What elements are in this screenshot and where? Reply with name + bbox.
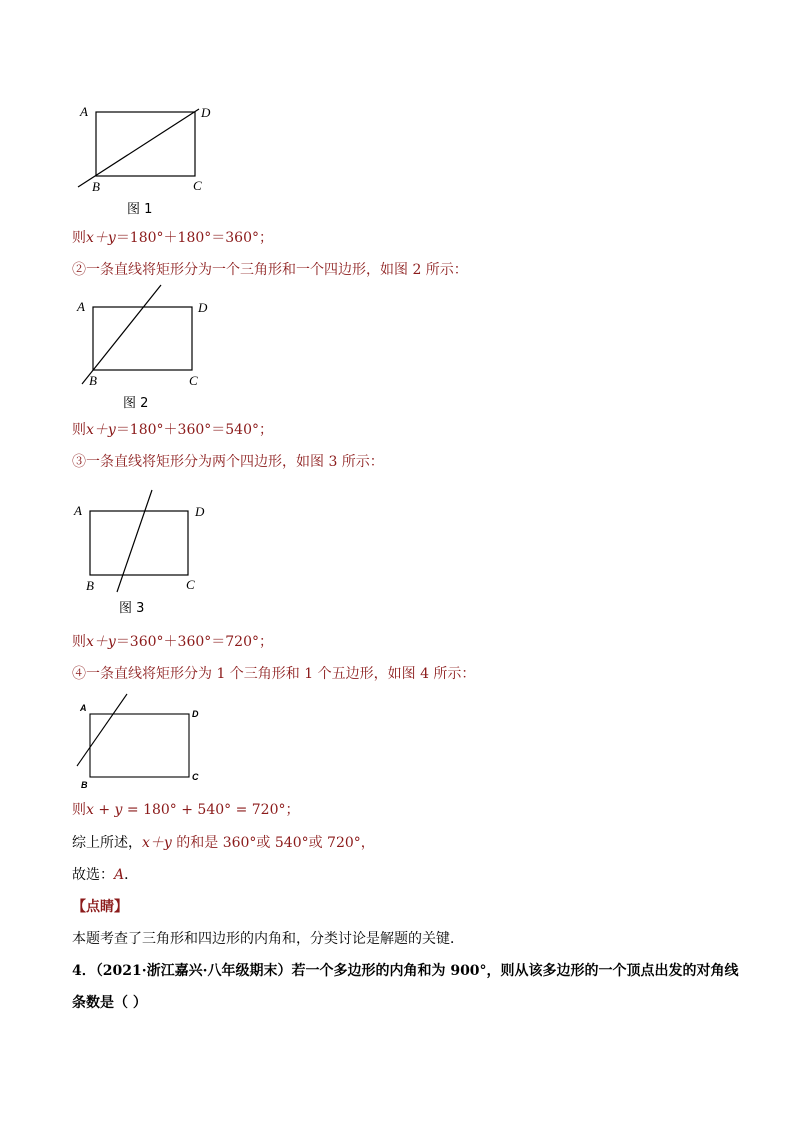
equation-case3: [72, 632, 273, 652]
fig1-label-c: C: [193, 178, 202, 193]
fig2-caption: 图 2: [123, 396, 149, 411]
figure-2-rectangle: [93, 307, 192, 370]
fig1-label-a: A: [80, 104, 88, 119]
eq2-rest: ＝180°＋360°＝540°；: [115, 422, 273, 438]
eq4-math: x + y: [86, 802, 123, 818]
case3-text: ③一条直线将矩形分为两个四边形，如图 3 所示：: [72, 454, 384, 470]
figure-1: [78, 109, 199, 187]
eq1-prefix: 则: [72, 230, 86, 246]
eq3-prefix: 则: [72, 634, 86, 650]
eq4-prefix: 则: [72, 802, 86, 818]
question-4-line2: 条数是（ ）: [72, 995, 147, 1011]
fig4-label-c: C: [192, 772, 199, 782]
summary-math: x＋y: [142, 835, 172, 851]
equation-case1: [72, 228, 273, 248]
answer-line: [72, 865, 138, 885]
eq1-rest: ＝180°＋180°＝360°；: [115, 230, 273, 246]
question-4: 4．（2021·浙江嘉兴·八年级期末）若一个多边形的内角和为 900°，则从该多边形的一个顶点出发的对角线: [72, 963, 739, 979]
figure-3: [90, 490, 188, 592]
fig3-label-c: C: [186, 577, 195, 592]
case2-text: ②一条直线将矩形分为一个三角形和一个四边形，如图 2 所示：: [72, 262, 468, 278]
answer-value: A: [114, 867, 125, 883]
fig3-label-d: D: [195, 504, 205, 519]
fig2-label-d: D: [198, 300, 208, 315]
figure-2-cut-line: [82, 285, 161, 384]
summary-line: [72, 833, 375, 853]
figure-3-rectangle: [90, 511, 188, 575]
eq2-prefix: 则: [72, 422, 86, 438]
eq1-math: x＋y: [86, 230, 116, 246]
fig4-label-a: A: [80, 703, 87, 713]
summary-prefix: 综上所述，: [72, 835, 142, 851]
fig1-label-d: D: [201, 105, 211, 120]
eq3-rest: ＝360°＋360°＝720°；: [115, 634, 273, 650]
equation-case2: [72, 420, 273, 440]
fig1-label-b: B: [92, 179, 100, 194]
summary-rest: 的和是 360°或 540°或 720°，: [171, 835, 375, 851]
figure-3-cut-line: [117, 490, 152, 592]
fig3-label-b: B: [86, 578, 94, 593]
fig2-label-c: C: [189, 373, 198, 388]
fig2-label-a: A: [77, 299, 85, 314]
eq3-math: x＋y: [86, 634, 116, 650]
figure-2: [82, 285, 192, 384]
equation-case4: [72, 800, 300, 820]
fig2-label-b: B: [89, 373, 97, 388]
fig4-label-b: B: [81, 780, 88, 790]
fig3-caption: 图 3: [119, 601, 145, 616]
figure-4: [77, 694, 189, 777]
answer-prefix: 故选：: [72, 867, 114, 883]
fig1-caption: 图 1: [127, 202, 153, 217]
comment-text: 本题考查了三角形和四边形的内角和，分类讨论是解题的关键．: [72, 931, 464, 947]
answer-suffix: ．: [124, 867, 139, 883]
comment-header: 【点睛】: [72, 899, 128, 915]
case4-text: ④一条直线将矩形分为 1 个三角形和 1 个五边形，如图 4 所示：: [72, 666, 476, 682]
eq4-rest: = 180° + 540° = 720°；: [122, 802, 300, 818]
fig4-label-d: D: [192, 709, 199, 719]
fig3-label-a: A: [74, 503, 82, 518]
figure-4-rectangle: [90, 714, 189, 777]
eq2-math: x＋y: [86, 422, 116, 438]
